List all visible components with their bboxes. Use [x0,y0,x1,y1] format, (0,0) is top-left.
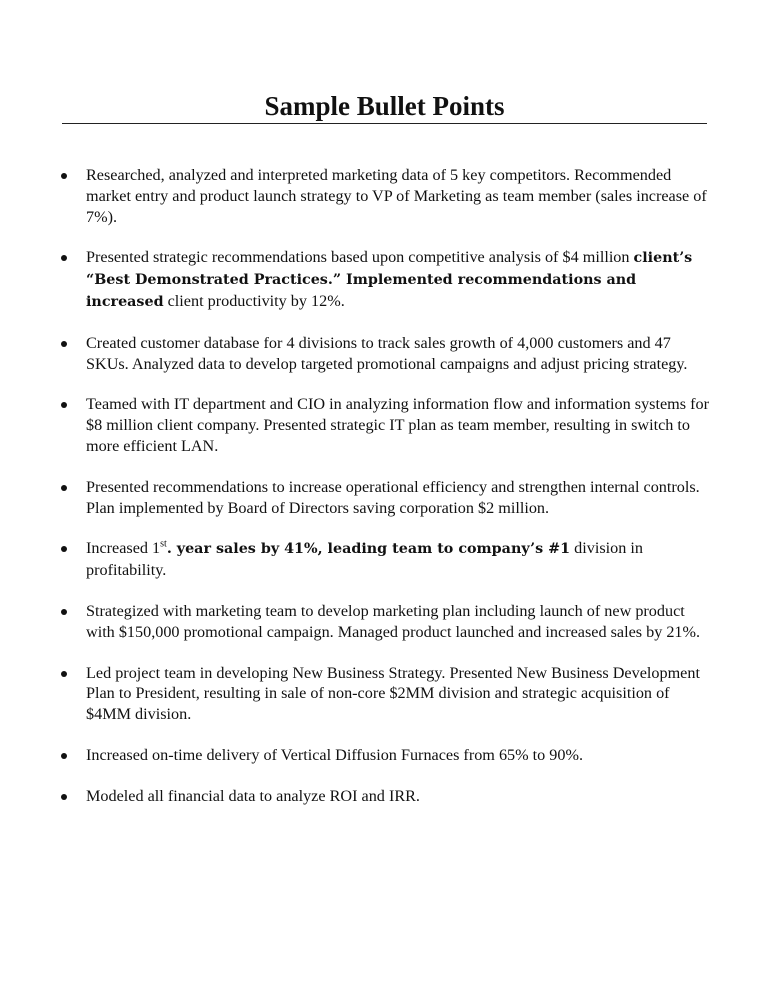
bullet-item [0,745,711,766]
bullet-text: Presented strategic recommendations based upon competitive analysis of $4 million [86,248,634,267]
bullet-dot-icon [61,794,67,800]
bullet-item [0,394,711,456]
bullet-item [0,333,711,375]
bullet-bold-text: . year sales by 41%, leading team to company’s #1 [166,541,571,558]
bullet-dot-icon [61,671,67,677]
bullet-text: Increased 1 [86,539,161,558]
bullet-item [0,786,711,807]
bullet-bold-text: client’s “Best Demonstrated Practices.” Implemented recommendations and increased [86,250,693,310]
bullet-dot-icon [61,255,67,261]
page-title: Sample Bullet Points [264,91,505,121]
bullet-item [0,247,711,312]
bullet-text: Presented recommendations to increase operational efficiency and strengthen internal controls. Plan implemented by Board of Directors saving corporation $2 million. [86,477,700,517]
bullet-item [0,477,711,519]
bullet-dot-icon [61,485,67,491]
bullet-text: Strategized with marketing team to develop marketing plan including launch of new product with $150,000 promotional campaign. Managed product launched and increased sales by 21%. [86,601,701,641]
bullet-list [0,165,768,827]
bullet-text: Teamed with IT department and CIO in analyzing information flow and information systems for $8 million client company. Presented strategic IT plan as team member, resulting in switch to more efficient LAN. [86,395,709,455]
bullet-text: Created customer database for 4 divisions to track sales growth of 4,000 customers and 47 SKUs. Analyzed data to develop targeted promotional campaigns and adjust pricing strategy. [86,333,688,373]
bullet-item [0,165,711,227]
bullet-text: Led project team in developing New Business Strategy. Presented New Business Development Plan to President, resulting in sale of non-core $2MM division and strategic acquisition of $4MM division. [86,663,700,724]
bullet-dot-icon [61,341,67,347]
bullet-item [0,663,711,725]
bullet-dot-icon [61,173,67,179]
bullet-dot-icon [61,753,67,759]
bullet-text: division in profitability. [86,539,643,580]
bullet-item [0,538,711,581]
bullet-dot-icon [61,402,67,408]
ordinal-superscript: st [160,538,167,550]
bullet-text: Researched, analyzed and interpreted marketing data of 5 key competitors. Recommended market entry and product launch strategy to VP of Marketing as team member (sales increase of 7%). [86,166,707,226]
bullet-dot-icon [61,546,67,552]
bullet-dot-icon [61,609,67,615]
title-underline [62,123,707,124]
bullet-item [0,601,711,643]
bullet-text: Modeled all financial data to analyze ROI and IRR. [86,786,420,805]
bullet-text: Increased on-time delivery of Vertical Diffusion Furnaces from 65% to 90%. [86,745,584,764]
bullet-text: client productivity by 12%. [163,291,345,310]
